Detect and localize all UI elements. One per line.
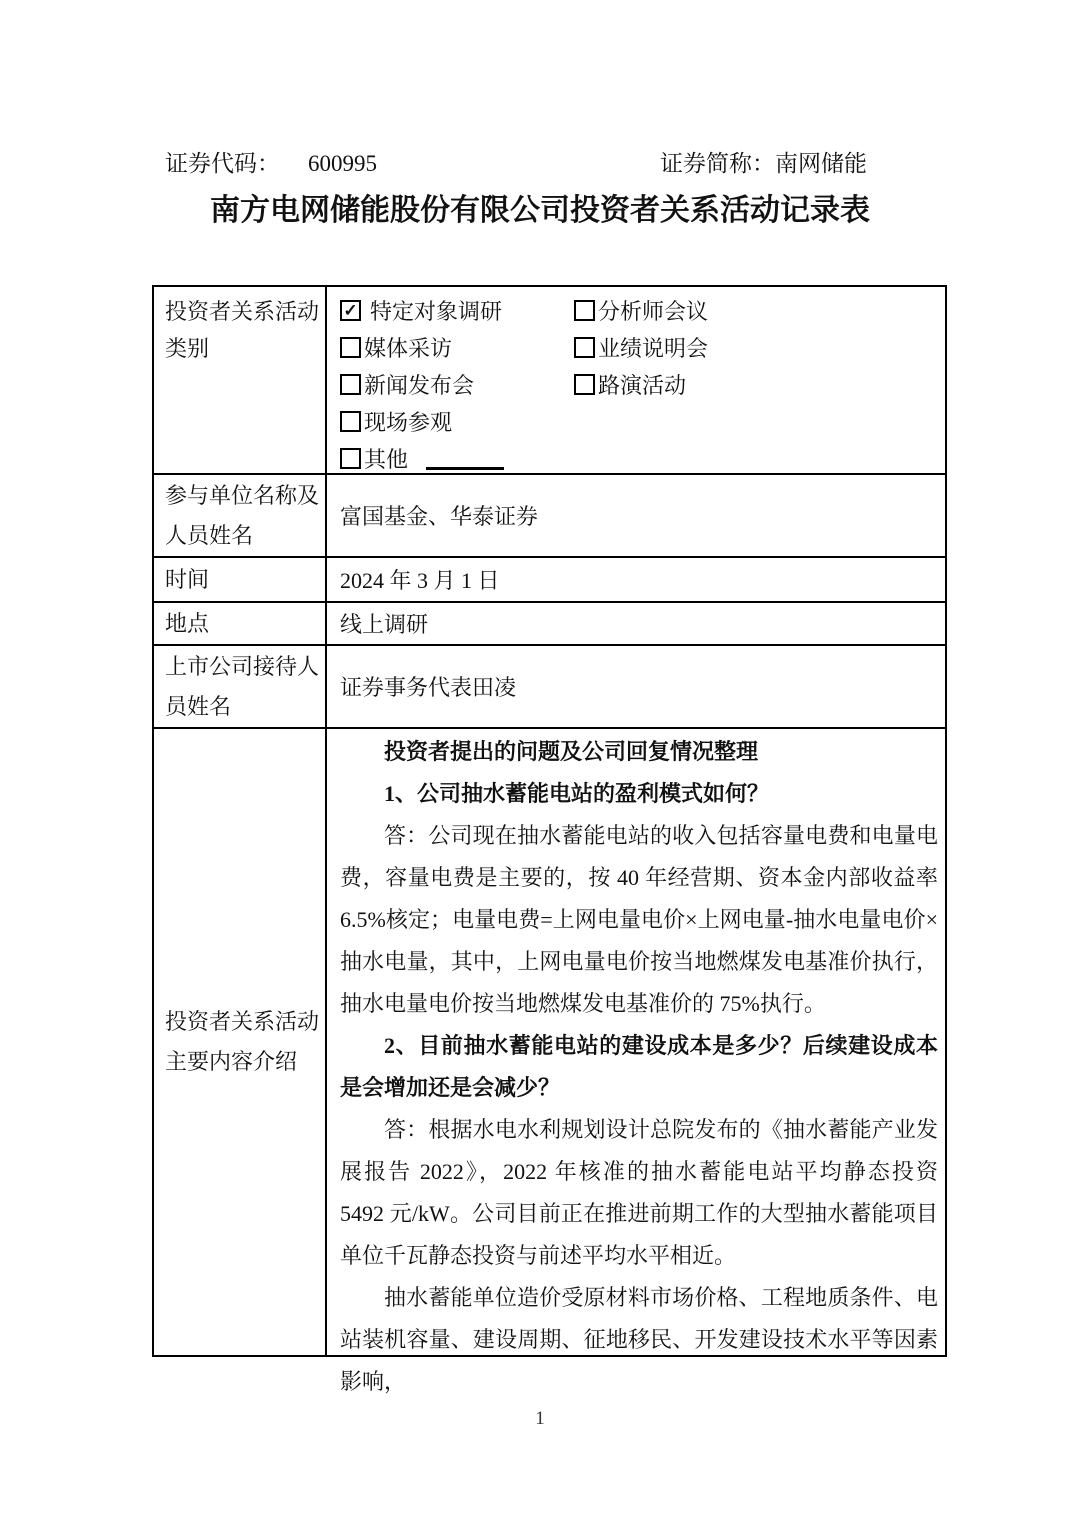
content-label: 投资者关系活动主要内容介绍: [154, 729, 327, 1355]
checkbox-unchecked-icon: [340, 337, 361, 358]
question-1: 1、公司抽水蓄能电站的盈利模式如何？: [384, 781, 770, 806]
qa-section-heading: 投资者提出的问题及公司回复情况整理: [384, 739, 759, 764]
answer-2: 答：根据水电水利规划设计总院发布的《抽水蓄能产业发展报告 2022》，2022 年核准的抽水蓄能电站平均静态投资 5492 元/kW。公司目前正在推进前期工作的大型抽水蓄能项目单位千瓦静态投资与前述平均水平相近。: [340, 1117, 938, 1268]
option-targeted-research: [340, 295, 574, 326]
time-value: 2024 年 3 月 1 日: [340, 568, 500, 593]
activity-type-row: [154, 287, 945, 473]
checkbox-unchecked-icon: [574, 337, 595, 358]
investor-relations-table: [152, 285, 947, 1394]
option-label: 特定对象调研: [370, 299, 503, 324]
option-label: 新闻发布会: [364, 373, 475, 398]
option-media-interview: [340, 332, 574, 363]
option-analyst-meeting: [574, 295, 708, 326]
option-line: [340, 329, 938, 366]
option-line: [340, 292, 938, 329]
time-row: [154, 556, 945, 601]
document-header: [165, 150, 867, 178]
reception-row: [154, 644, 945, 727]
time-label: 时间: [154, 558, 327, 601]
checkbox-checked-icon: ✓: [340, 300, 361, 321]
stock-name-group: [660, 150, 867, 178]
location-label: 地点: [154, 603, 327, 644]
activity-type-label: 投资者关系活动类别: [154, 287, 327, 473]
checkbox-unchecked-icon: [574, 374, 595, 395]
answer-2-continued: 抽水蓄能单位造价受原材料市场价格、工程地质条件、电站装机容量、建设周期、征地移民、开发建设技术水平等因素影响，: [340, 1285, 938, 1394]
location-row: [154, 601, 945, 644]
option-other: [340, 443, 574, 474]
page-title: 南方电网储能股份有限公司投资者关系活动记录表: [210, 194, 870, 227]
checkbox-unchecked-icon: [340, 411, 361, 432]
answer-1: 答：公司现在抽水蓄能电站的收入包括容量电费和电量电费，容量电费是主要的，按 40 年经营期、资本金内部收益率 6.5%核定；电量电费=上网电量电价×上网电量-抽水电量电价×抽水电量，其中，上网电量电价按当地燃煤发电基准价执行，抽水电量电价按当地燃煤发电基准价的 75%执行。: [340, 823, 938, 1016]
reception-label: 上市公司接待人员姓名: [154, 646, 327, 727]
question-2: 2、目前抽水蓄能电站的建设成本是多少？后续建设成本是会增加还是会减少？: [340, 1033, 938, 1100]
page-number: 1: [535, 1408, 545, 1429]
reception-value: 证券事务代表田凌: [340, 675, 517, 700]
stock-code-group: [165, 150, 377, 178]
content-body: [327, 729, 945, 1394]
option-label: 业绩说明会: [598, 336, 709, 361]
activity-type-options: [327, 287, 945, 473]
other-option-blank-line: [426, 447, 504, 470]
option-line: [340, 403, 938, 440]
participants-value: 富国基金、华泰证券: [340, 504, 539, 529]
stock-name-value: 南网储能: [775, 151, 867, 176]
option-label: 其他: [364, 447, 409, 472]
option-press-conference: [340, 369, 574, 400]
option-label: 现场参观: [364, 410, 453, 435]
participants-label: 参与单位名称及人员姓名: [154, 475, 327, 556]
option-label: 路演活动: [598, 373, 687, 398]
content-row: [154, 727, 945, 1394]
option-roadshow: [574, 369, 686, 400]
option-line: [340, 366, 938, 403]
checkbox-unchecked-icon: [340, 448, 361, 469]
location-value: 线上调研: [340, 612, 429, 637]
participants-row: [154, 473, 945, 556]
option-label: 分析师会议: [598, 299, 709, 324]
option-line: [340, 440, 938, 477]
stock-code-value: 600995: [308, 151, 377, 176]
option-site-visit: [340, 406, 574, 437]
checkbox-unchecked-icon: [574, 300, 595, 321]
checkbox-unchecked-icon: [340, 374, 361, 395]
option-earnings-briefing: [574, 332, 708, 363]
stock-name-label: 证券简称：: [660, 151, 775, 176]
stock-code-label: 证券代码：: [165, 151, 280, 176]
option-label: 媒体采访: [364, 336, 453, 361]
